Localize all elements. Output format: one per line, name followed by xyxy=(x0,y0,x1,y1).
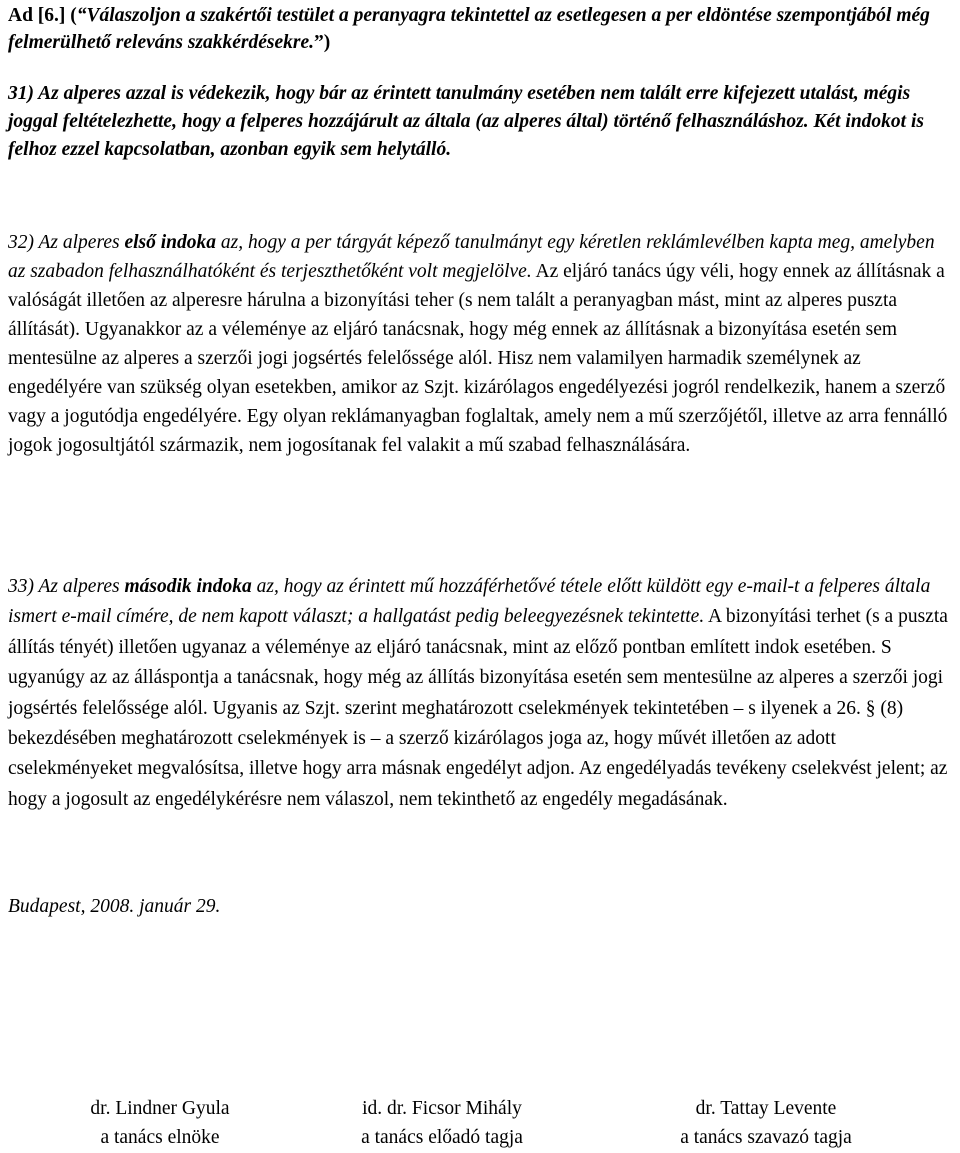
heading-suffix: ”) xyxy=(314,32,331,53)
signatory-role: a tanács előadó tagja xyxy=(361,1127,523,1148)
signature-block-voting-member xyxy=(636,1094,896,1152)
place-and-date: Budapest, 2008. január 29. xyxy=(8,896,221,917)
paragraph-32: 32) Az alperes első indoka az, hogy a per tárgyát képező tanulmányt egy kéretlen reklámlevélben kapta meg, amelyben az szabadon felhasználhatóként és terjeszthetőként volt megjelölve. Az eljáró tanács úgy véli, hogy ennek az állításnak a valóságát illetően az alperesre hárulna a bizonyítási teher (s nem talált a peranyagban mást, mint az alperes puszta állítását). Ugyanakkor az a véleménye az eljáró tanácsnak, hogy még ennek az állításnak a bizonyítása esetén sem mentesülne az alperes a szerzői jogi jogsértés felelőssége alól. Hisz nem valamilyen harmadik személynek az engedélyére van szükség olyan esetekben, amikor az Szjt. kizárólagos engedélyezési jogról rendelkezik, hanem a szerző vagy a jogutódja engedélyére. Egy olyan reklámanyagban foglaltak, amely nem a mű szerzőjétől, illetve az arra fennálló jogok jogosultjától származik, nem jogosítanak fel valakit a mű szabad felhasználására. xyxy=(8,232,948,456)
heading-prefix: Ad [6.] ( xyxy=(8,5,77,26)
signatory-name: dr. Lindner Gyula xyxy=(90,1098,230,1119)
heading-question: “Válaszoljon a szakértői testület a peranyagra tekintettel az esetlegesen a per eldöntése szempontjából még felmerülhető releváns szakkérdésekre. xyxy=(8,5,930,53)
signature-block-rapporteur xyxy=(312,1094,572,1152)
signatory-name: dr. Tattay Levente xyxy=(695,1098,837,1119)
emphasis-second-reason: második indoka xyxy=(124,576,252,597)
signatory-name: id. dr. Ficsor Mihály xyxy=(362,1098,522,1119)
paragraph-31: 31) Az alperes azzal is védekezik, hogy bár az érintett tanulmány esetében nem talált erre kifejezett utalást, mégis joggal feltételezhette, hogy a felperes hozzájárult az általa (az alperes által) történő felhasználáshoz. Két indokot is felhoz ezzel kapcsolatban, azonban egyik sem helytálló. xyxy=(8,83,924,160)
paragraph-33: 33) Az alperes második indoka az, hogy az érintett mű hozzáférhetővé tétele előtt küldött egy e-mail-t a felperes általa ismert e-mail címére, de nem kapott választ; a hallgatást pedig beleegyezésnek tekintette. A bizonyítási terhet (s a puszta állítás tényét) illetően ugyanaz a véleménye az eljáró tanácsnak, mint az előző pontban említett indok esetében. S ugyanúgy az az álláspontja a tanácsnak, hogy még az állítás bizonyítása esetén sem mentesülne az alperes a szerzői jogi jogsértés felelőssége alól. Ugyanis az Szjt. szerint meghatározott cselekmények tekintetében – s ilyenek a 26. § (8) bekezdésében meghatározott cselekmények is – a szerző kizárólagos joga az, hogy művét illetően az adott cselekményeket megvalósítsa, illetve hogy arra másnak engedélyt adjon. Az engedélyadás tevékeny cselekvést jelent; az hogy a jogosult az engedélykérésre nem válaszol, nem tekinthető az engedély megadásának. xyxy=(8,576,948,810)
signatory-role: a tanács szavazó tagja xyxy=(680,1127,852,1148)
emphasis-first-reason: első indoka xyxy=(124,232,217,253)
signatory-role: a tanács elnöke xyxy=(100,1127,220,1148)
question-heading xyxy=(8,2,952,56)
signature-block-chair xyxy=(30,1094,290,1152)
